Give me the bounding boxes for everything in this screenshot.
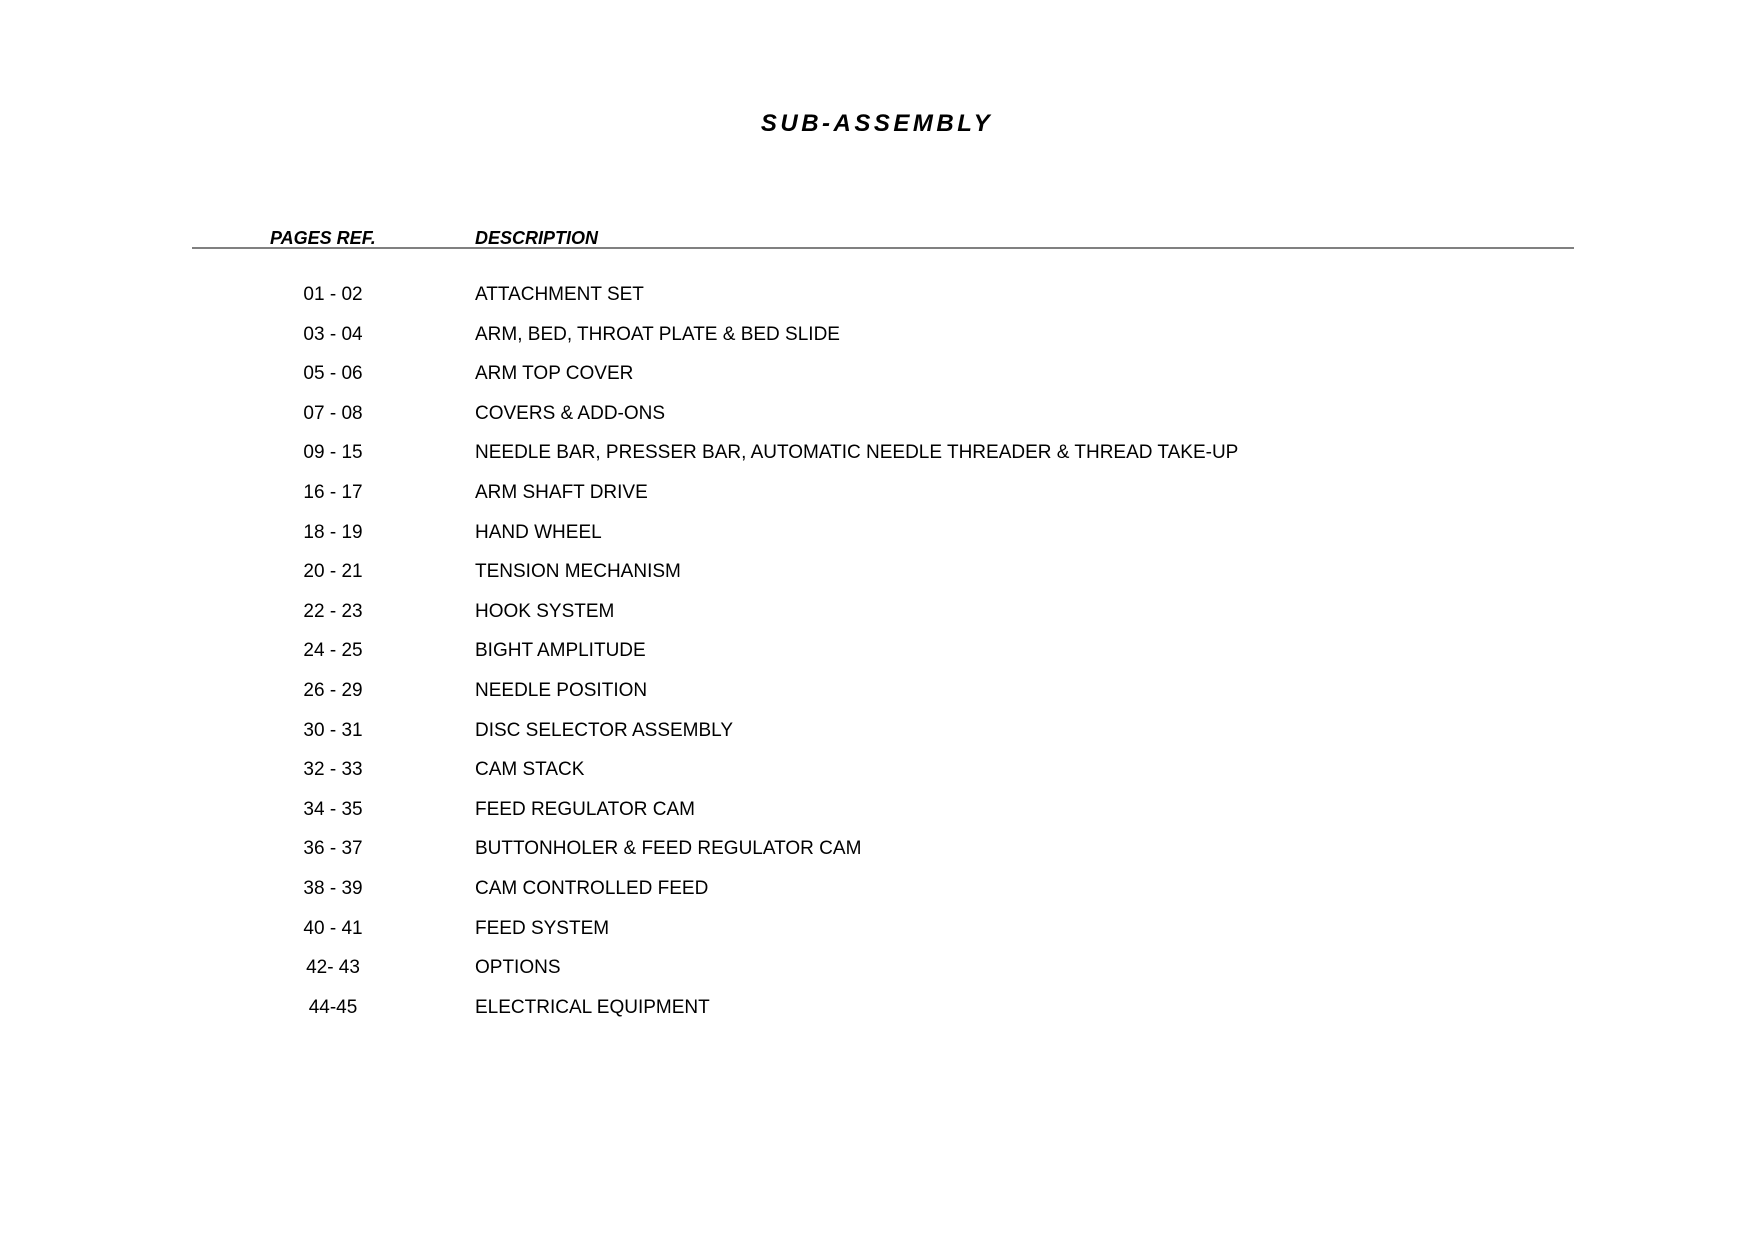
description: FEED REGULATOR CAM [475,798,695,820]
pages-ref: 18 - 19 [303,521,363,543]
description: ARM, BED, THROAT PLATE & BED SLIDE [475,323,840,345]
description-header: DESCRIPTION [475,228,599,248]
pages-ref: 07 - 08 [303,402,363,424]
description: ELECTRICAL EQUIPMENT [475,996,710,1018]
table-row [0,956,1754,996]
sub-assembly-list [0,283,1754,1035]
pages-ref: 16 - 17 [303,481,363,503]
pages-ref: 24 - 25 [303,640,363,662]
description: ARM SHAFT DRIVE [475,481,648,503]
description: ATTACHMENT SET [475,284,644,305]
pages-ref: 44-45 [308,996,358,1018]
description: COVERS & ADD-ONS [475,402,666,424]
description: OPTIONS [475,957,561,979]
description: TENSION MECHANISM [475,561,681,583]
table-row [0,402,1754,442]
pages-ref: 09 - 15 [303,442,363,464]
pages-ref: 01 - 02 [303,284,363,305]
table-row [0,481,1754,521]
pages-ref: 32 - 33 [303,759,363,781]
description: ARM TOP COVER [475,363,634,385]
pages-ref: 22 - 23 [303,600,363,622]
header-divider [192,247,1574,249]
description: HAND WHEEL [475,521,602,543]
pages-ref: 38 - 39 [303,877,363,899]
description: NEEDLE POSITION [475,679,648,701]
table-row [0,560,1754,600]
pages-ref: 26 - 29 [303,679,363,701]
table-row [0,283,1754,323]
pages-ref: 42- 43 [306,957,360,979]
table-row [0,837,1754,877]
pages-ref: 30 - 31 [303,719,363,741]
pages-ref: 03 - 04 [303,323,363,345]
table-row [0,362,1754,402]
table-row [0,719,1754,759]
pages-ref: 34 - 35 [303,798,363,820]
pages-ref-header: PAGES REF. [270,228,376,248]
description: NEEDLE BAR, PRESSER BAR, AUTOMATIC NEEDLE THREADER & THREAD TAKE-UP [475,442,1239,464]
table-row [0,323,1754,363]
description: CAM STACK [475,759,585,781]
table-row [0,996,1754,1036]
pages-ref: 40 - 41 [303,917,363,939]
table-row [0,877,1754,917]
table-row [0,758,1754,798]
description: BUTTONHOLER & FEED REGULATOR CAM [475,838,862,860]
page-title: SUB-ASSEMBLY [760,110,994,137]
description: BIGHT AMPLITUDE [475,640,646,662]
table-row [0,600,1754,640]
table-row [0,441,1754,481]
pages-ref: 20 - 21 [303,561,363,583]
description: CAM CONTROLLED FEED [475,877,709,899]
table-row [0,798,1754,838]
description: HOOK SYSTEM [475,600,615,622]
description: DISC SELECTOR ASSEMBLY [475,719,733,741]
pages-ref: 36 - 37 [303,838,363,860]
table-row [0,917,1754,957]
pages-ref: 05 - 06 [303,363,363,385]
description: FEED SYSTEM [475,917,610,939]
table-row [0,521,1754,561]
table-row [0,639,1754,679]
table-row [0,679,1754,719]
